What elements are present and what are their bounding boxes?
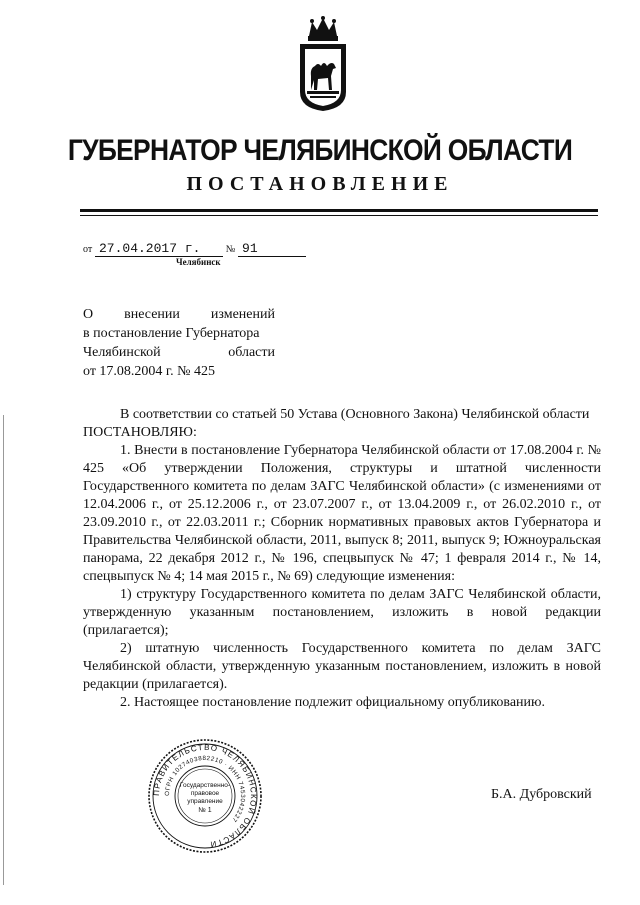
item-1-paragraph: 1. Внести в постановление Губернатора Челябинской области от 17.08.2004 г. № 425 «Об утверждении Положения, структуры и штатной численности Государственного комитета по делам ЗАГС Челябинской области» (с изменениями от 12.04.2006 г., от 25.12.2006 г., от 23.07.2007 г., от 13.04.2009 г., от 26.02.2010 г., от 23.09.2010 г., от 22.03.2011 г.; Сборник нормативных правовых актов Губернатора и Правительства Челябинской области, 2011, выпуск 8; 2011, выпуск 9; Южноуральская панорама, 22 декабря 2012 г., № 196, спецвыпуск № 47; 1 февраля 2014 г., № 14, спецвыпуск № 4; 14 мая 2015 г., № 69) следующие изменения: bbox=[83, 443, 601, 584]
issuer-title: ГУБЕРНАТОР ЧЕЛЯБИНСКОЙ ОБЛАСТИ bbox=[67, 134, 573, 167]
subitem-1-paragraph: 1) структуру Государственного комитета по делам ЗАГС Челябинской области, утвержденную указанным постановлением, изложить в новой редакции (прилагается); bbox=[83, 587, 601, 638]
city-label: Челябинск bbox=[176, 257, 221, 267]
scan-margin-line bbox=[3, 415, 4, 885]
date-number-line bbox=[83, 242, 306, 257]
item-2-paragraph: 2. Настоящее постановление подлежит официальному опубликованию. bbox=[120, 695, 545, 710]
document-date: 27.04.2017 г. bbox=[95, 242, 223, 257]
subject-line: от 17.08.2004 г. № 425 bbox=[83, 364, 215, 379]
header-rule-thick bbox=[80, 209, 598, 212]
signer-name: Б.А. Дубровский bbox=[491, 787, 592, 802]
seal-center-line: Государственно- bbox=[179, 782, 231, 789]
document-body bbox=[83, 406, 601, 712]
seal-center-line: управление bbox=[187, 798, 223, 805]
seal-outer-text: ПРАВИТЕЛЬСТВО ЧЕЛЯБИНСКОЙ ОБЛАСТИ bbox=[151, 742, 259, 849]
document-number: 91 bbox=[238, 242, 306, 257]
decree-word: ПОСТАНОВЛЯЮ: bbox=[83, 425, 197, 440]
subitem-2-paragraph: 2) штатную численность Государственного комитета по делам ЗАГС Челябинской области, утвержденную указанным постановлением, изложить в новой редакции (прилагается). bbox=[83, 641, 601, 692]
document-type: ПОСТАНОВЛЕНИЕ bbox=[186, 173, 454, 195]
preamble-paragraph: В соответствии со статьей 50 Устава (Основного Закона) Челябинской области bbox=[120, 407, 590, 422]
coat-of-arms-icon bbox=[296, 16, 350, 112]
subject-line: в постановление Губернатора bbox=[83, 326, 260, 341]
date-label: от bbox=[83, 244, 93, 255]
seal-center-line: правовое bbox=[190, 790, 220, 797]
subject-block bbox=[83, 305, 275, 381]
seal-center-line: № 1 bbox=[198, 807, 212, 814]
header-rule-thin bbox=[80, 215, 598, 216]
subject-line: Челябинской области bbox=[83, 345, 275, 360]
number-label: № bbox=[225, 244, 236, 255]
official-seal bbox=[147, 738, 263, 854]
seal-inner-text: ОГРН 1027403882210 · ИНН 7453042227 bbox=[163, 754, 247, 824]
subject-line: О внесении изменений bbox=[83, 307, 275, 322]
